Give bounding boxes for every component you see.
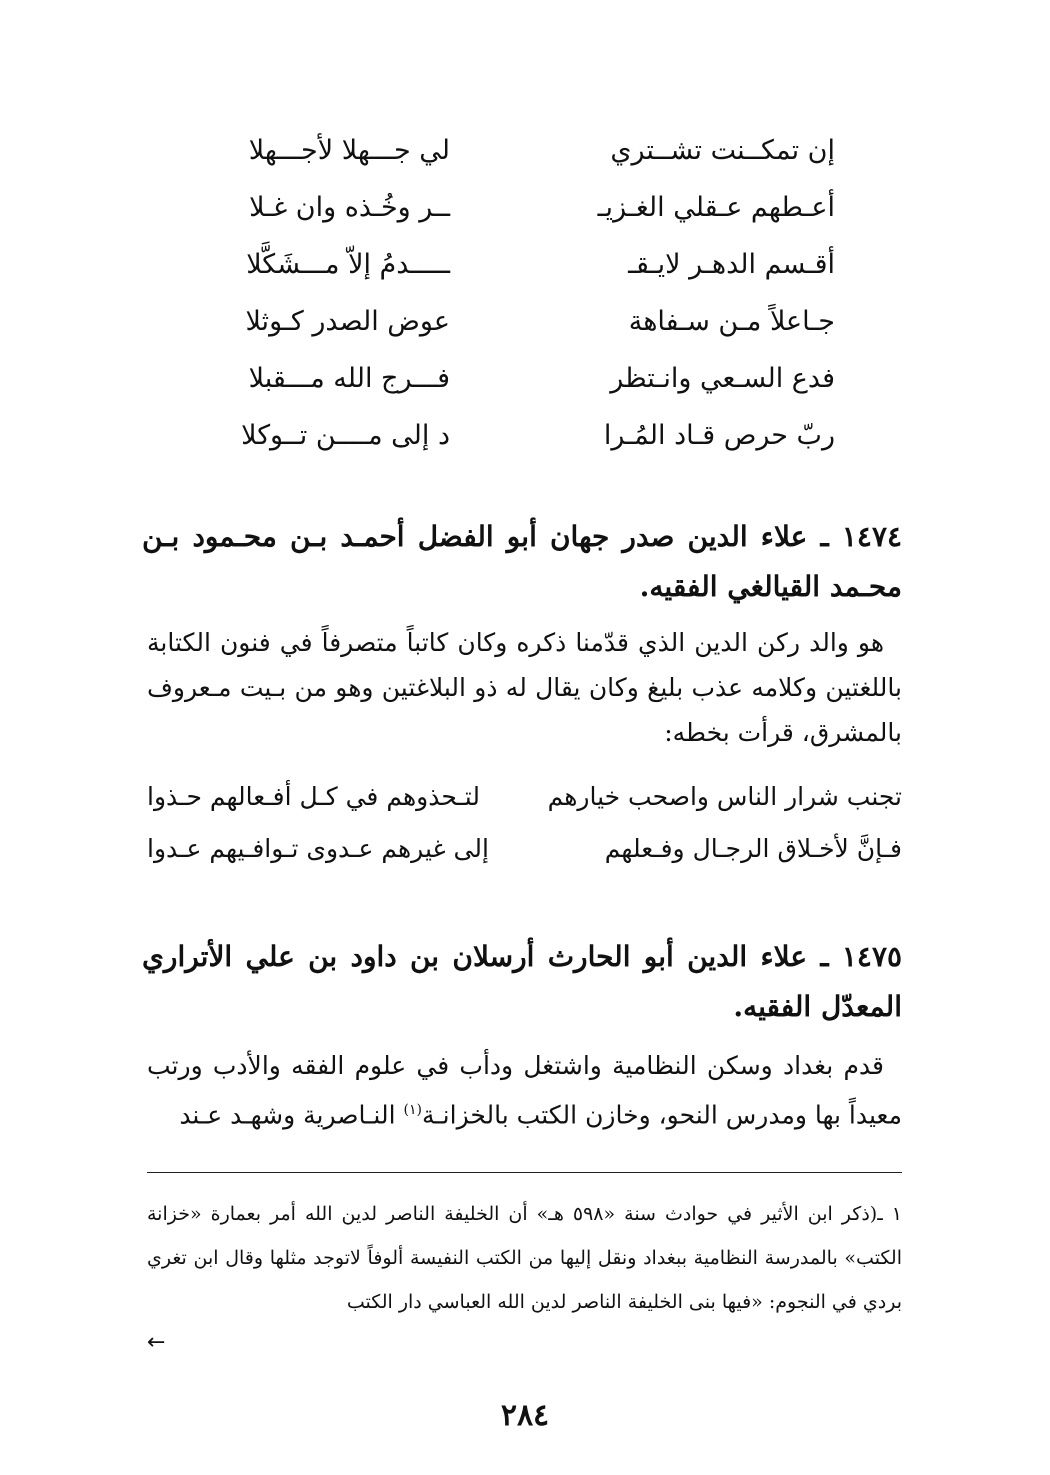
entry-1474-verses: [147, 770, 902, 874]
page-number: ٢٨٤: [500, 1398, 550, 1433]
entry-1475-heading: [142, 932, 902, 1032]
footnote-divider: [147, 1172, 902, 1173]
poem-first-hemistich: أعـطهم عـقلي الغـزيـ: [597, 192, 835, 223]
entry-body-text: قدم بغداد وسكن النظامية واشتغل ودأب في علوم الفقه والأدب ورتب معيداً بها ومدرس النحو، وخازن الكتب بالخزانـة: [147, 1051, 902, 1130]
continuation-arrow-icon: ←: [147, 1330, 166, 1355]
verse-line: [147, 822, 902, 874]
entry-title: ـ علاء الدين صدر جهان أبو الفضل أحمـد بـن محـمود بـن محـمد القيالغي الفقيه.: [142, 520, 902, 603]
poem-line: [225, 350, 835, 407]
footnote-marker: (١): [403, 1102, 422, 1118]
poem-first-hemistich: أقـسم الدهـر لايـقـ: [628, 249, 835, 280]
verse-first-hemistich: فـإنَّ لأخـلاق الرجـال وفـعلهم: [604, 833, 902, 863]
entry-body-text: هو والد ركن الدين الذي قدّمنا ذكره وكان كاتباً متصرفاً في فنون الكتابة باللغتين وكلامه عذب بليغ وكان يقال له ذو البلاغتين وهو من بـيت مـعروف بالمشرق، قرأت بخطه:: [147, 628, 902, 747]
poem-first-hemistich: جـاعلاً مـن سـفاهة: [628, 306, 835, 337]
footnote: [147, 1192, 902, 1324]
poem-second-hemistich: لي جـــهلا لأجـــهلا: [248, 135, 450, 166]
verse-first-hemistich: تجنب شرار الناس واصحب خيارهم: [547, 781, 902, 811]
footnote-text: ١ ـ(ذكر ابن الأثير في حوادث سنة «٥٩٨ هـ» أن الخليفة الناصر لدين الله أمر بعمارة «خزانة الكتب» بالمدرسة النظامية ببغداد ونقل إليها من الكتب النفيسة ألوفاً لاتوجد مثلها وقال ابن تغري بردي في النجوم: «فيها بنى الخليفة الناصر لدين الله العباسي دار الكتب: [147, 1203, 902, 1313]
poem-line: [225, 179, 835, 236]
entry-title: ـ علاء الدين أبو الحارث أرسلان بن داود بن علي الأتراري المعدّل الفقيه.: [142, 940, 902, 1023]
verse-second-hemistich: إلى غيرهم عـدوى تـوافـيهم عـدوا: [147, 833, 489, 863]
opening-poem: [225, 122, 835, 464]
entry-1474-heading: [142, 512, 902, 612]
poem-first-hemistich: ربّ حرص قـاد المُـرا: [603, 420, 835, 451]
entry-number: ١٤٧٤: [841, 520, 903, 553]
entry-number: ١٤٧٥: [841, 940, 903, 973]
entry-1475-body: [147, 1043, 902, 1137]
entry-body-text-continued: النـاصرية وشهـد عـند: [179, 1100, 404, 1130]
poem-second-hemistich: ــر وخُـذه وان غـلا: [249, 192, 450, 223]
poem-second-hemistich: فـــرج الله مـــقبلا: [248, 363, 450, 394]
verse-line: [147, 770, 902, 822]
poem-second-hemistich: ـــــدمُ إلاّ مـــشَكَّلا: [246, 249, 450, 280]
poem-line: [225, 407, 835, 464]
poem-line: [225, 293, 835, 350]
poem-second-hemistich: د إلى مــــن تــوكلا: [241, 420, 450, 451]
poem-line: [225, 236, 835, 293]
entry-1474-body: [147, 620, 902, 755]
verse-second-hemistich: لتـحذوهم في كـل أفـعالهم حـذوا: [147, 781, 480, 811]
poem-line: [225, 122, 835, 179]
poem-first-hemistich: فدع السـعي وانـتظر: [610, 363, 835, 394]
poem-first-hemistich: إن تمكــنت تشــتري: [610, 135, 835, 166]
poem-second-hemistich: عوض الصدر كـوثلا: [245, 306, 450, 337]
